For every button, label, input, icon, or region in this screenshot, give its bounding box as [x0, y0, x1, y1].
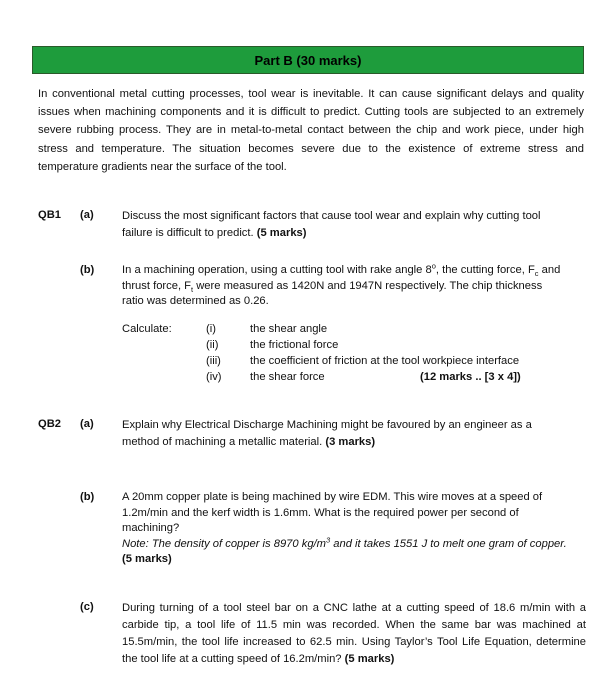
qb1-a-text [122, 208, 562, 242]
part-b-header [32, 46, 584, 74]
qb1-b-line1: In a machining operation, using a cutting tool with rake angle 8 [122, 264, 432, 276]
qb2-a-marks: (3 marks) [325, 436, 376, 448]
part-label-qb2-b: (b) [80, 491, 95, 503]
qb1-b-line1-end: , the cutting force, [435, 264, 525, 276]
qb1-b-rest: were measured as 1420N and 1947N respectively. The chip thickness ratio was determined as 0.26. [122, 279, 543, 307]
calc-item-num-i: (i) [206, 323, 216, 335]
calc-item-text-i: the shear angle [250, 323, 328, 335]
part-label-qb2-c: (c) [80, 601, 94, 613]
calc-item-text-ii: the frictional force [250, 339, 339, 351]
intro-paragraph: In conventional metal cutting processes, tool wear is inevitable. It can cause significant delays and quality issues when machining components and it is difficult to predict. Cutting tools are subjected to an extremely severe rubbing process. They are in metal-to-metal contact between the chip and work piece, under high stress and temperature. The situation becomes severe due to the existence of extreme stress and temperature gradients near the surface of the tool. [38, 88, 584, 173]
part-label-qb1-a: (a) [80, 209, 94, 221]
calc-item-text-iii: the coefficient of friction at the tool workpiece interface [250, 355, 520, 367]
qb2-c-text [122, 600, 586, 668]
qb2-b-marks: (5 marks) [122, 553, 172, 565]
part-label-qb1-b: (b) [80, 264, 95, 276]
qb2-c-body: During turning of a tool steel bar on a CNC lathe at a cutting speed of 18.6 m/min with a carbide tip, a tool life of 11.5 min was recorded. When the same bar was machined at 15.5m/min, the tool life increased to 62.5 min. Using Taylor’s Tool Life Equation, determine the tool life at a cutting speed of 16.2m/min? [122, 602, 586, 665]
qb2-b-note-end: and it takes 1551 J to melt one gram of copper. [330, 537, 567, 550]
qb2-b-note [122, 534, 567, 550]
qb2-a-text [122, 417, 562, 451]
qb2-b-body: A 20mm copper plate is being machined by wire EDM. This wire moves at a speed of 1.2m/min and the kerf width is 1.6mm. What is the required power per second of machining? [122, 491, 543, 534]
qb1-a-marks: (5 marks) [256, 227, 307, 239]
part-b-title: Part B (30 marks) [254, 52, 362, 68]
degree-symbol: o [431, 261, 436, 271]
qb2-c-marks: (5 marks) [344, 653, 395, 665]
qb2-a-body: Explain why Electrical Discharge Machining might be favoured by an engineer as a method of machining a metallic material. [122, 419, 532, 448]
cubed-superscript: 3 [325, 534, 331, 544]
calc-item-num-ii: (ii) [206, 339, 219, 351]
qb1-b-thrust: and thrust force, F [122, 264, 561, 292]
calc-item-num-iii: (iii) [206, 355, 221, 367]
calc-item-num-iv: (iv) [206, 371, 222, 383]
qb1-b-text [122, 263, 562, 310]
question-label-qb1: QB1 [38, 209, 62, 221]
qb2-b-note-start: Note: The density of copper is 8970 kg/m [122, 537, 326, 550]
qb1-a-body: Discuss the most significant factors that cause tool wear and explain why cutting tool failure is difficult to predict. [122, 210, 541, 239]
calculate-label: Calculate: [122, 323, 172, 335]
part-label-qb2-a: (a) [80, 418, 94, 430]
question-label-qb2: QB2 [38, 418, 62, 430]
fc-subscript: c [534, 269, 539, 279]
qb2-b-text [122, 490, 574, 568]
qb1-b-marks: (12 marks .. [3 x 4]) [420, 371, 521, 383]
fc-symbol: F [527, 264, 535, 276]
calc-item-text-iv: the shear force [250, 371, 325, 383]
ft-subscript: t [191, 284, 194, 294]
